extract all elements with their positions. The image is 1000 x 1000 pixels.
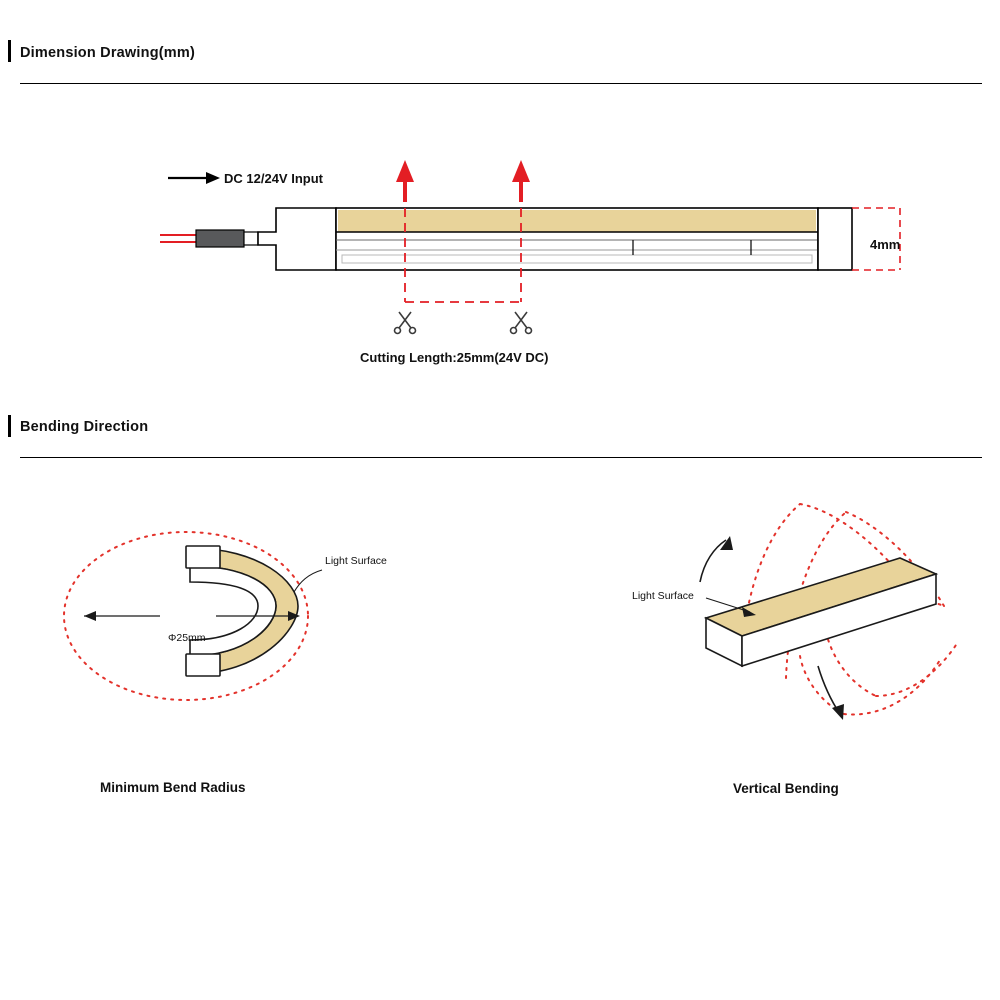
bent-strip-end-cap-top <box>186 546 220 568</box>
cutting-length-label: Cutting Length:25mm(24V DC) <box>360 350 549 365</box>
light-surface-label-left: Light Surface <box>325 555 387 567</box>
light-surface-area <box>338 210 816 232</box>
strip-end-cone <box>258 208 336 270</box>
scissors-icon-left <box>395 312 416 334</box>
section-title-bending: Bending Direction <box>20 419 149 435</box>
light-surface-label-right: Light Surface <box>632 590 694 602</box>
diameter-label: Φ25mm <box>168 632 206 644</box>
caption-vertical-bending: Vertical Bending <box>733 781 839 796</box>
section-divider-dimension <box>20 83 982 84</box>
height-label: 4mm <box>870 237 901 252</box>
dc-input-label: DC 12/24V Input <box>224 171 323 186</box>
bend-arrow-up-icon <box>700 536 733 582</box>
dimension-drawing-figure <box>0 90 1000 490</box>
section-title-dimension: Dimension Drawing(mm) <box>20 45 195 61</box>
led-strip-body <box>336 208 852 270</box>
section-accent-bar-bending <box>8 415 11 437</box>
minimum-bend-radius-figure <box>64 532 322 700</box>
straight-strip-iso <box>706 558 936 666</box>
section-divider-bending <box>20 457 982 458</box>
light-surface-leader-left <box>294 570 322 592</box>
bending-figures <box>0 470 1000 890</box>
bent-strip-end-cap-bottom <box>186 654 220 676</box>
power-wire <box>160 230 258 247</box>
cut-arrow-left-icon <box>396 160 414 202</box>
input-arrow-icon <box>168 172 220 184</box>
bend-arrow-down-icon <box>818 666 844 720</box>
vertical-bending-figure <box>700 504 958 720</box>
caption-minimum-bend-radius: Minimum Bend Radius <box>100 780 246 795</box>
cut-arrow-right-icon <box>512 160 530 202</box>
section-accent-bar-dimension <box>8 40 11 62</box>
scissors-icon-right <box>511 312 532 334</box>
vertical-bend-ghost-down <box>800 632 958 715</box>
